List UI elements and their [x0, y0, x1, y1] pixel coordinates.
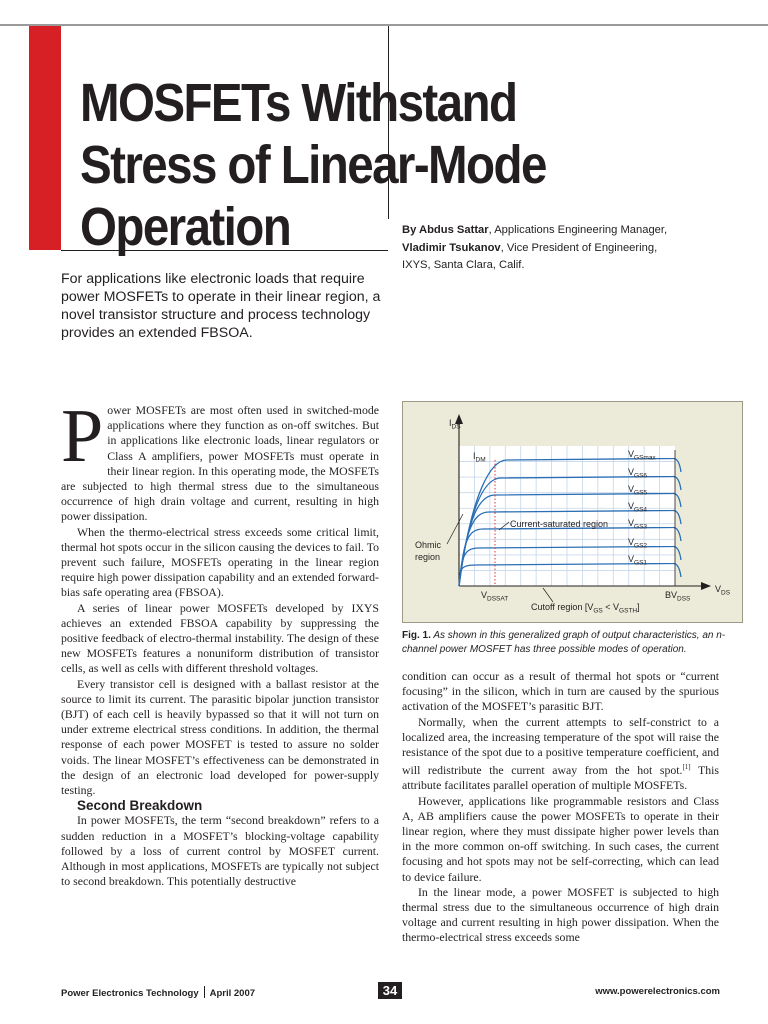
body-column-right — [402, 669, 719, 946]
figure-caption-text: As shown in this generalized graph of output characteristics, an n-channel power MOSFET has three possible modes of operation. — [402, 630, 726, 655]
body-paragraph: condition can occur as a result of thermal hot spots or “current focusing” in the silicon, which in turn are caused by the spurious activation of the MOSFET’s parasitic BJT. — [402, 669, 719, 714]
article-title: MOSFETs Withstand Stress of Linear-Mode Operation — [80, 73, 546, 257]
body-paragraph: Power MOSFETs are most often used in switched-mode applications where they function as on-off switches. But in applications like electronic loads, linear regulators or Class A amplifiers, power MOSFETs must operate in their linear region. In this operating mode, the MOSFETs are subjected to high thermal stress due to the simultaneous occurrence of high drain voltage and current, resulting in high power dissipation. — [61, 394, 379, 524]
citation-reference: [1] — [682, 763, 691, 772]
cutoff-region-label: Cutoff region $[V_{GS} < V_{GSTH}]$ — [531, 602, 640, 615]
y-axis-arrow — [455, 414, 463, 424]
author-role: , Vice President of Engineering, — [500, 241, 658, 254]
author-name: Vladimir Tsukanov — [402, 241, 501, 254]
x-axis-arrow — [701, 582, 711, 590]
author-affiliation: IXYS, Santa Clara, Calif. — [402, 259, 525, 271]
body-paragraph: When the thermo-electrical stress exceeds some critical limit, thermal hot spots occur in the silicon causing the devices to fail. To prevent such failure, MOSFETs operating in the linear region require high power dissipation capability and an extended forward-bias safe operating area (FBSOA). — [61, 524, 379, 600]
drop-cap: P — [61, 394, 104, 478]
vgs-curve-label: $V_{GS2}$ — [628, 537, 648, 550]
figure-output-characteristics — [402, 401, 743, 623]
author-role: , Applications Engineering Manager, — [488, 224, 668, 236]
article-deck: For applications like electronic loads that require power MOSFETs to operate in their linear region, a novel transistor structure and process technology provides an extended FBSOA. — [61, 271, 381, 341]
vgs-curve-label: $V_{GSmax}$ — [628, 449, 656, 462]
vgs-curve-label: $V_{GS5}$ — [628, 484, 648, 497]
byline — [402, 222, 742, 275]
idm-label: $I_{DM}$ — [473, 451, 486, 464]
figure-caption-label: Fig. 1. — [402, 630, 431, 641]
footer-url[interactable]: www.powerelectronics.com — [595, 986, 720, 997]
ohmic-region-label-line2: region — [415, 552, 441, 562]
body-paragraph: Normally, when the current attempts to self-constrict to a localized area, the increasing temperature of the spot will raise the resistance of the spot due to a positive temperature coefficient, and will redistribute the current away from the hot spot.[1] This attribute facilitates parallel operation of multiple MOSFETs. — [402, 714, 719, 793]
vgs-curve-label: $V_{GS4}$ — [628, 501, 648, 514]
footer-publication: Power Electronics Technology April 2007 — [61, 988, 256, 999]
cutoff-pointer — [543, 588, 553, 602]
current-saturated-region-label: Current-saturated region — [510, 519, 609, 529]
vgs-curve-label: $V_{GS3}$ — [628, 518, 648, 531]
vgs-curve-label: $V_{GS6}$ — [628, 467, 648, 480]
page-number: 34 — [378, 982, 402, 999]
body-paragraph: In the linear mode, a power MOSFET is subjected to high thermal stress due to the simultaneous occurrence of high drain voltage and current resulting in high power dissipation. When the thermo-electrical stress exceeds some — [402, 884, 719, 945]
x-axis-label: $V_{DS}$ — [715, 584, 731, 597]
accent-bar — [29, 26, 61, 250]
body-paragraph: Every transistor cell is designed with a ballast resistor at the source to limit its current. The parasitic bipolar junction transistor (BJT) of each cell is heavily bypassed so that it will not turn on under extreme electrical stress conditions. In addition, the thermal response of each power MOSFET is tested to assure no solder voids. The linear MOSFET’s effectiveness can be demonstrated in the design of an electronic load developed for power-supply testing. — [61, 676, 379, 798]
vgs-curve-label: $V_{GS1}$ — [628, 554, 648, 567]
ohmic-region-label-line1: Ohmic — [415, 540, 442, 550]
vdssat-label: $V_{DSSAT}$ — [481, 590, 509, 603]
body-paragraph: A series of linear power MOSFETs developed by IXYS achieves an extended FBSOA capability by suppressing the positive feedback of electro-thermal instability. The design of these new MOSFETs features a nonuniform distribution of transistor cells, as well as cells with different threshold voltages. — [61, 600, 379, 676]
figure-caption — [402, 629, 743, 656]
bvdss-label: $BV_{DSS}$ — [665, 590, 691, 603]
body-paragraph: In power MOSFETs, the term “second breakdown” refers to a sudden reduction in a MOSFET’s blocking-voltage capability followed by a loss of current control by MOSFET current. Although in most applications, MOSFETs are typically not subject to second breakdown. This potentially destructive — [61, 813, 379, 889]
body-paragraph: However, applications like programmable resistors and Class A, AB amplifiers cause the power MOSFETs to operate in their linear region, where they must dissipate higher power levels than in the more common on-off switching. In such cases, the current focusing and hot spots may not be self-correcting, which can lead to device failure. — [402, 793, 719, 884]
y-axis-label: $I_{DS}$ — [449, 418, 461, 431]
figure-graph — [403, 402, 744, 624]
section-heading: Second Breakdown — [77, 798, 203, 814]
footer-separator — [204, 986, 205, 998]
body-column-left — [61, 394, 379, 890]
author-name: By Abdus Sattar — [402, 224, 489, 236]
